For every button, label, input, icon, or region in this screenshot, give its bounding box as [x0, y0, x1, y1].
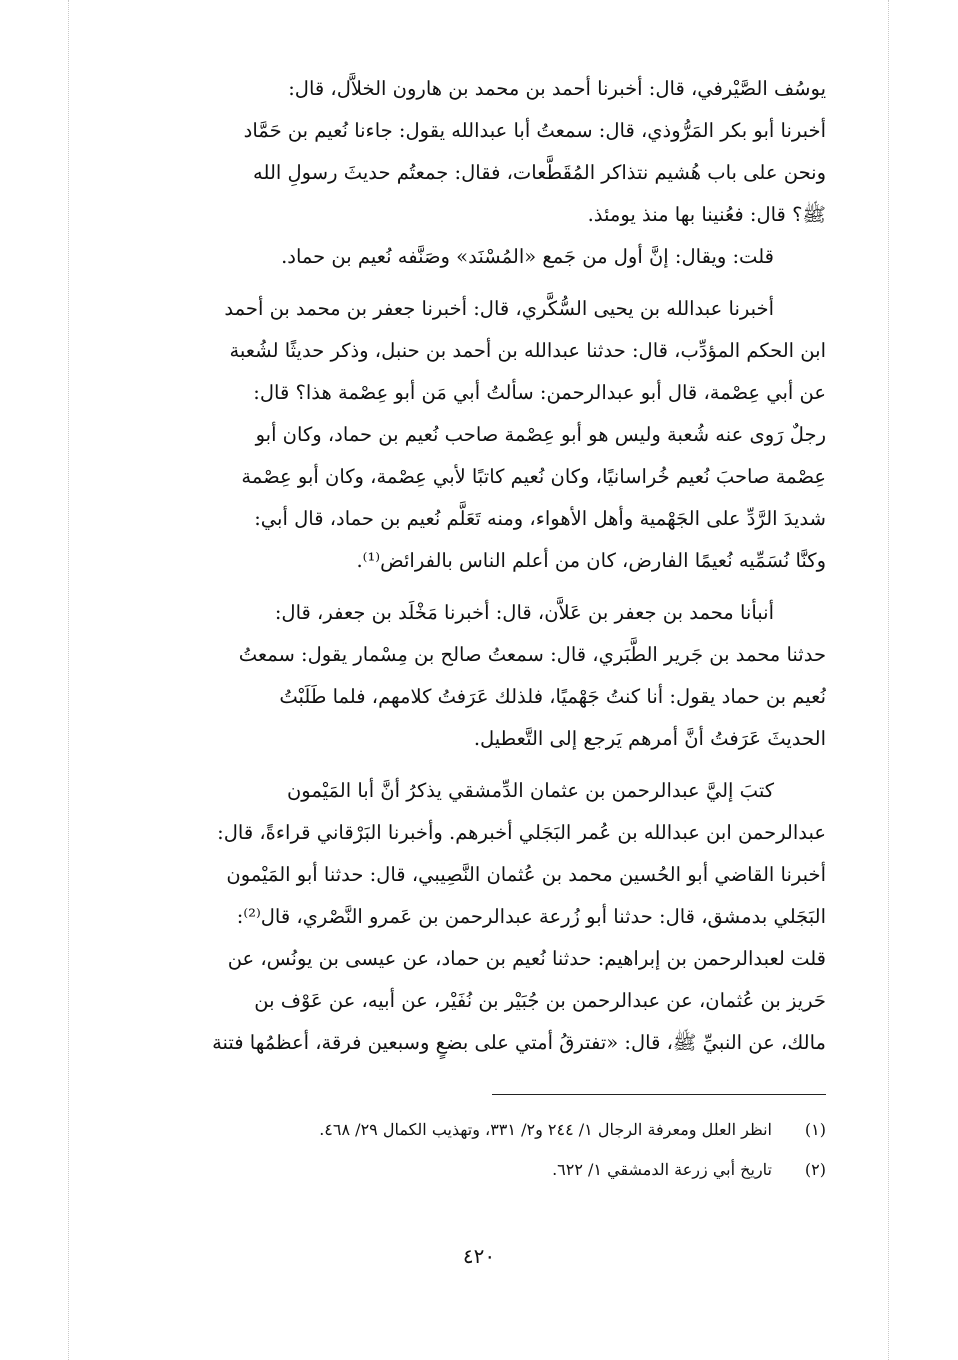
text-line: عِصْمة صاحبَ نُعيم خُراسانيًا، وكان نُعيم كاتبًا لأبي عِصْمة، وكان أبو عِصْمة	[241, 465, 826, 488]
footnote	[150, 1110, 826, 1150]
text-line: وكنَّا نُسَمِّيه نُعيمًا الفارض، كان من أعلم الناس بالفرائض⁽¹⁾.	[356, 549, 826, 572]
text-line: قلت: ويقال: إنَّ أول من جَمع «المُسْنَد» وصَنَّفه نُعيم بن حماد.	[281, 245, 774, 268]
text-line: ونحن على باب هُشيم نتذاكر المُقَطَّعات، فقال: جمعتُم حديثَ رسولِ الله	[253, 161, 826, 184]
text-line: عن أبي عِصْمة، قال أبو عبدالرحمن: سألتُ أبي مَن أبو عِصْمة هذا؟ قال:	[253, 381, 826, 404]
page-number: ٤٢٠	[462, 1244, 496, 1268]
footnote-text: تاريخ أبي زرعة الدمشقي ١/ ٦٢٢.	[552, 1160, 772, 1179]
main-text	[108, 68, 826, 1064]
footnote	[150, 1150, 826, 1190]
text-line: يوسُف الصَّيْرفي، قال: أخبرنا أحمد بن محمد بن هارون الخلاَّل، قال:	[288, 77, 826, 100]
text-line: ﷺ؟ قال: فعُنينا بها منذ يومئذ.	[587, 203, 826, 226]
footnote-separator	[492, 1094, 826, 1095]
text-line: أخبرنا أبو بكر المَرُّوذي، قال: سمعتُ أبا عبدالله يقول: جاءنا نُعيم بن حَمَّاد	[243, 119, 826, 142]
scan-margin-line-right	[888, 0, 890, 1360]
scan-margin-line-left	[68, 0, 70, 1360]
footnote-number: (١)	[804, 1120, 826, 1139]
text-line: حَريز بن عُثمان، عن عبدالرحمن بن جُبَيْر بن نُفَيْر، عن أبيه، عن عَوْف بن	[254, 989, 826, 1012]
footnote-text: انظر العلل ومعرفة الرجال ١/ ٢٤٤ و٢/ ٣٣١، وتهذيب الكمال ٢٩/ ٤٦٨.	[319, 1120, 772, 1139]
text-line: مالك، عن النبيِّ ﷺ، قال: «تفترقُ أمتي على بضعٍ وسبعين فرقة، أعظمُها فتنة	[212, 1031, 826, 1054]
text-line: حدثنا محمد بن جَرير الطَّبَري، قال: سمعتُ صالح بن مِسْمار يقول: سمعتُ	[238, 643, 826, 666]
text-line: نُعيم بن حماد يقول: أنا كنتُ جَهْميًا، فلذلك عَرَفتُ كلامهم، فلما طَلَبْتُ	[279, 685, 826, 708]
text-line: عبدالرحمن ابن عبدالله بن عُمر البَجَلي أخبرهم. وأخبرنا البَرْقاني قراءةً، قال:	[217, 821, 826, 844]
text-line: شديدَ الرَّدِّ على الجَهْمية وأهل الأهواء، ومنه تَعَلَّم نُعيم بن حماد، قال أبي:	[254, 507, 826, 530]
text-line: أنبأنا محمد بن جعفر بن عَلاَّن، قال: أخبرنا مَخْلَد بن جعفر، قال:	[274, 601, 774, 624]
text-line: قلت لعبدالرحمن بن إبراهيم: حدثنا نُعيم بن حماد، عن عيسى بن يونُس، عن	[227, 947, 826, 970]
text-line: ابن الحكم المؤدِّب، قال: حدثنا عبدالله بن أحمد بن حنبل، وذكر حديثًا لشُعبة	[229, 339, 826, 362]
text-line: أخبرنا القاضي أبو الحُسين محمد بن عُثمان النَّصِيبي، قال: حدثنا أبو المَيْمون	[226, 863, 826, 886]
text-line: البَجَلي بدمشق، قال: حدثنا أبو زُرعة عبدالرحمن بن عَمرو النَّصْري، قال⁽²⁾:	[236, 905, 826, 928]
footnote-number: (٢)	[804, 1160, 826, 1179]
text-line: كتبَ إليَّ عبدالرحمن بن عثمان الدِّمشقي يذكرُ أنَّ أبا المَيْمون	[286, 779, 774, 802]
text-line: أخبرنا عبدالله بن يحيى السُّكَّري، قال: أخبرنا جعفر بن محمد بن أحمد	[224, 297, 774, 320]
text-line: الحديثَ عَرَفتُ أنَّ أمرهم يَرجع إلى التَّعطيل.	[473, 727, 826, 750]
footnotes	[150, 1110, 826, 1190]
text-line: رجلٌ رَوى عنه شُعبة وليس هو أبو عِصْمة صاحب نُعيم بن حماد، وكان أبو	[255, 423, 826, 446]
